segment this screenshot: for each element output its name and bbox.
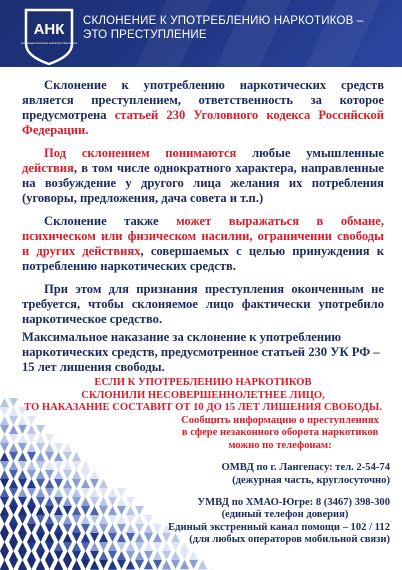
- decor-triangle: [9, 470, 18, 479]
- omvd-contact: [110, 462, 390, 487]
- decor-triangle: [189, 551, 198, 560]
- decor-triangle: [9, 452, 18, 461]
- decor-triangle: [72, 479, 81, 488]
- decor-triangle: [27, 515, 36, 524]
- decor-triangle: [0, 515, 9, 524]
- decor-triangle: [27, 470, 36, 479]
- decor-triangle: [18, 551, 27, 560]
- decor-triangle: [90, 488, 99, 497]
- umvd-note: (единый телефон доверия): [221, 509, 349, 521]
- decor-triangle: [81, 542, 90, 551]
- decor-triangle: [81, 488, 90, 497]
- decor-triangle: [81, 506, 90, 515]
- omvd-note: (дежурная часть, круглосуточно): [232, 474, 390, 486]
- decor-triangle: [72, 542, 81, 551]
- decor-triangle: [45, 479, 54, 488]
- decor-triangle: [117, 551, 126, 560]
- decor-triangle: [18, 560, 27, 569]
- decor-triangle: [144, 560, 153, 569]
- paragraph-2: Под склонением понимаются любые умышленные действия, в том числе однократного характера, направленные на возбуждение у другого лица желания их потребления (уговоры, предложения, дача совета и т.п.): [22, 146, 384, 205]
- decor-triangle: [0, 452, 9, 461]
- paragraph-3: Склонение также может выражаться в обмане, психическом или физическом насилии, ограничении свободы и других действиях, совершаемых с целью принуждения к потреблению наркотических средств.: [22, 214, 384, 273]
- decor-triangle: [27, 488, 36, 497]
- decor-triangle: [198, 560, 207, 569]
- decor-triangle: [90, 506, 99, 515]
- decor-triangle: [0, 551, 9, 560]
- decor-triangle: [27, 560, 36, 569]
- decor-triangle: [162, 560, 171, 569]
- decor-triangle: [171, 551, 180, 560]
- decor-triangle: [72, 515, 81, 524]
- decor-triangle: [27, 506, 36, 515]
- decor-triangle: [72, 506, 81, 515]
- decor-triangle: [63, 551, 72, 560]
- intro-line-3: можно по телефонам:: [228, 439, 332, 451]
- decor-triangle: [36, 443, 45, 452]
- decor-triangle: [36, 506, 45, 515]
- decor-triangle: [45, 533, 54, 542]
- decor-triangle: [0, 398, 9, 407]
- decor-triangle: [72, 452, 81, 461]
- decor-triangle: [9, 425, 18, 434]
- decor-triangle: [36, 533, 45, 542]
- decor-triangle: [36, 542, 45, 551]
- decor-triangle: [90, 524, 99, 533]
- decor-triangle: [45, 461, 54, 470]
- decor-triangle: [45, 434, 54, 443]
- decor-triangle: [63, 452, 72, 461]
- decor-triangle: [0, 479, 9, 488]
- decor-triangle: [99, 497, 108, 506]
- decor-triangle: [63, 470, 72, 479]
- decor-triangle: [126, 551, 135, 560]
- decor-triangle: [9, 416, 18, 425]
- decor-triangle: [0, 407, 9, 416]
- decor-triangle: [54, 524, 63, 533]
- decor-triangle: [90, 533, 99, 542]
- decor-triangle: [81, 515, 90, 524]
- decor-triangle: [27, 425, 36, 434]
- paragraph-4: При этом для признания преступления оконченным не требуется, чтобы склоняемое лицо фактически употребило наркотическое средство.: [22, 282, 384, 326]
- decor-triangle: [27, 434, 36, 443]
- emergency-phone: Единый экстренный канал помощи – 102 / 112: [168, 521, 390, 533]
- omvd-phone: ОМВД по г. Лангепасу: тел. 2-54-74: [221, 462, 390, 474]
- decor-triangle: [189, 560, 198, 569]
- decor-triangle: [54, 551, 63, 560]
- decor-triangle: [27, 524, 36, 533]
- decor-triangle: [81, 524, 90, 533]
- decor-triangle: [135, 551, 144, 560]
- decor-triangle: [99, 515, 108, 524]
- decor-triangle: [45, 488, 54, 497]
- decor-triangle: [27, 416, 36, 425]
- decor-triangle: [27, 533, 36, 542]
- umvd-phone: УМВД по ХМАО-Югре: 8 (3467) 398-300: [197, 497, 390, 509]
- decor-triangle: [18, 542, 27, 551]
- decor-triangle: [99, 479, 108, 488]
- decor-triangle: [18, 425, 27, 434]
- intro-line-1: Сообщить информацию о преступлениях: [181, 415, 379, 426]
- decor-triangle: [72, 524, 81, 533]
- paragraph-1: Склонение к употреблению наркотических средств является преступлением, ответственность за которое предусмотрена статьей 230 Уголовного кодекса Российской Федерации.: [22, 78, 384, 137]
- decor-triangle: [99, 488, 108, 497]
- decor-triangle: [81, 461, 90, 470]
- decor-triangle: [54, 560, 63, 569]
- decor-triangle: [45, 443, 54, 452]
- decor-triangle: [0, 425, 9, 434]
- decor-triangle: [180, 560, 189, 569]
- decor-triangle: [18, 479, 27, 488]
- decor-triangle: [27, 497, 36, 506]
- decor-triangle: [108, 560, 117, 569]
- decor-triangle: [54, 479, 63, 488]
- decor-triangle: [99, 560, 108, 569]
- decor-triangle: [18, 461, 27, 470]
- decor-triangle: [171, 560, 180, 569]
- decor-triangle: [63, 533, 72, 542]
- decor-triangle: [9, 461, 18, 470]
- decor-triangle: [63, 497, 72, 506]
- decor-triangle: [9, 524, 18, 533]
- decor-triangle: [63, 461, 72, 470]
- decor-triangle: [9, 407, 18, 416]
- decor-triangle: [81, 533, 90, 542]
- header-banner: [0, 0, 402, 67]
- decor-triangle: [18, 452, 27, 461]
- decor-triangle: [72, 560, 81, 569]
- decor-triangle: [63, 515, 72, 524]
- decor-triangle: [0, 461, 9, 470]
- decor-triangle: [9, 551, 18, 560]
- decor-triangle: [36, 524, 45, 533]
- decor-triangle: [0, 434, 9, 443]
- decor-triangle: [18, 470, 27, 479]
- decor-triangle: [36, 434, 45, 443]
- logo-abbr: АНК: [33, 21, 65, 38]
- warning-line-1: ЕСЛИ К УПОТРЕБЛЕНИЮ НАРКОТИКОВ: [94, 377, 312, 388]
- decor-triangle: [72, 551, 81, 560]
- decor-triangle: [36, 461, 45, 470]
- decor-triangle: [0, 497, 9, 506]
- decor-triangle: [54, 470, 63, 479]
- decor-triangle: [135, 560, 144, 569]
- decor-triangle: [27, 551, 36, 560]
- intro-line-2: в сфере незаконного оборота наркотиков: [181, 427, 379, 439]
- contact-info: [110, 415, 390, 547]
- decor-triangle: [99, 542, 108, 551]
- decor-triangle: [45, 506, 54, 515]
- decor-triangle: [90, 551, 99, 560]
- decor-triangle: [45, 515, 54, 524]
- decor-triangle: [9, 560, 18, 569]
- decor-triangle: [180, 551, 189, 560]
- decor-triangle: [63, 488, 72, 497]
- decor-triangle: [126, 560, 135, 569]
- decor-triangle: [99, 524, 108, 533]
- decor-triangle: [45, 551, 54, 560]
- decor-triangle: [36, 479, 45, 488]
- emergency-note: (для любых операторов мобильной связи): [189, 534, 390, 546]
- decor-triangle: [0, 443, 9, 452]
- decor-triangle: [81, 470, 90, 479]
- ank-logo: [20, 8, 78, 66]
- decor-triangle: [27, 461, 36, 470]
- decor-triangle: [108, 551, 117, 560]
- decor-triangle: [99, 506, 108, 515]
- decor-triangle: [90, 479, 99, 488]
- logo-subtext: Антинаркотическая комиссия Лангепаса: [20, 41, 78, 45]
- decor-triangle: [63, 524, 72, 533]
- decor-triangle: [9, 506, 18, 515]
- decor-triangle: [99, 551, 108, 560]
- title-line-2: ЭТО ПРЕСТУПЛЕНИЕ: [83, 29, 207, 41]
- decor-triangle: [36, 425, 45, 434]
- decor-triangle: [81, 497, 90, 506]
- decor-triangle: [54, 542, 63, 551]
- decor-triangle: [45, 560, 54, 569]
- decor-triangle: [0, 416, 9, 425]
- decor-triangle: [9, 434, 18, 443]
- decor-triangle: [90, 497, 99, 506]
- contact-intro: [170, 415, 390, 452]
- decor-triangle: [54, 533, 63, 542]
- decor-triangle: [63, 560, 72, 569]
- decor-triangle: [36, 497, 45, 506]
- decor-triangle: [54, 461, 63, 470]
- decor-triangle: [0, 560, 9, 569]
- decor-triangle: [0, 470, 9, 479]
- decor-triangle: [45, 470, 54, 479]
- decor-triangle: [27, 479, 36, 488]
- decor-triangle: [45, 524, 54, 533]
- decor-triangle: [45, 497, 54, 506]
- decor-triangle: [0, 488, 9, 497]
- minor-warning: [22, 377, 384, 415]
- decor-triangle: [18, 443, 27, 452]
- decor-triangle: [54, 506, 63, 515]
- decor-triangle: [18, 416, 27, 425]
- decor-triangle: [72, 497, 81, 506]
- decor-triangle: [9, 515, 18, 524]
- decor-triangle: [81, 560, 90, 569]
- decor-triangle: [144, 551, 153, 560]
- decor-triangle: [117, 560, 126, 569]
- decor-triangle: [90, 470, 99, 479]
- decor-triangle: [18, 497, 27, 506]
- decor-triangle: [72, 533, 81, 542]
- decor-triangle: [81, 551, 90, 560]
- decor-triangle: [162, 551, 171, 560]
- title-line-1: СКЛОНЕНИЕ К УПОТРЕБЛЕНИЮ НАРКОТИКОВ –: [83, 15, 364, 27]
- decor-triangle: [18, 434, 27, 443]
- decor-triangle: [63, 443, 72, 452]
- decor-triangle: [72, 461, 81, 470]
- decor-triangle: [27, 542, 36, 551]
- warning-line-2: СКЛОНИЛИ НЕСОВЕРШЕННОЛЕТНЕЕ ЛИЦО,: [81, 389, 325, 401]
- decor-triangle: [36, 551, 45, 560]
- decor-triangle: [90, 515, 99, 524]
- decor-triangle: [153, 551, 162, 560]
- decor-triangle: [9, 488, 18, 497]
- decor-triangle: [63, 506, 72, 515]
- decor-triangle: [36, 470, 45, 479]
- decor-triangle: [9, 542, 18, 551]
- umvd-contact: [110, 497, 390, 547]
- decor-triangle: [18, 533, 27, 542]
- decor-triangle: [9, 398, 18, 407]
- decor-triangle: [36, 452, 45, 461]
- max-penalty-text: [22, 330, 384, 375]
- decor-triangle: [18, 488, 27, 497]
- decor-triangle: [18, 524, 27, 533]
- decor-triangle: [27, 452, 36, 461]
- decor-triangle: [54, 515, 63, 524]
- decor-triangle: [153, 560, 162, 569]
- decor-triangle: [63, 542, 72, 551]
- decor-triangle: [9, 479, 18, 488]
- decor-triangle: [45, 542, 54, 551]
- decor-triangle: [9, 497, 18, 506]
- decor-triangle: [9, 443, 18, 452]
- decor-triangle: [99, 533, 108, 542]
- decor-triangle: [27, 443, 36, 452]
- decor-triangle: [45, 452, 54, 461]
- decor-triangle: [0, 506, 9, 515]
- decor-triangle: [9, 533, 18, 542]
- decor-triangle: [54, 452, 63, 461]
- decor-triangle: [72, 488, 81, 497]
- decor-triangle: [36, 488, 45, 497]
- decor-triangle: [90, 560, 99, 569]
- decor-triangle: [54, 488, 63, 497]
- paragraph-5: Максимальное наказание за склонение к употреблению наркотических средств, предусмотренное статьей 230 УК РФ – 15 лет лишения свободы.: [22, 330, 380, 374]
- warning-line-3: ТО НАКАЗАНИЕ СОСТАВИТ ОТ 10 ДО 15 ЛЕТ ЛИШЕНИЯ СВОБОДЫ.: [24, 402, 382, 414]
- main-text: [22, 78, 384, 335]
- decor-triangle: [72, 470, 81, 479]
- decor-triangle: [36, 560, 45, 569]
- page-title: [83, 14, 383, 42]
- decor-triangle: [0, 524, 9, 533]
- decor-triangle: [63, 479, 72, 488]
- decor-triangle: [36, 515, 45, 524]
- decor-triangle: [81, 479, 90, 488]
- decor-triangle: [54, 497, 63, 506]
- decor-triangle: [18, 506, 27, 515]
- decor-triangle: [54, 443, 63, 452]
- decor-triangle: [0, 542, 9, 551]
- decor-triangle: [18, 515, 27, 524]
- decor-triangle: [0, 533, 9, 542]
- decor-triangle: [90, 542, 99, 551]
